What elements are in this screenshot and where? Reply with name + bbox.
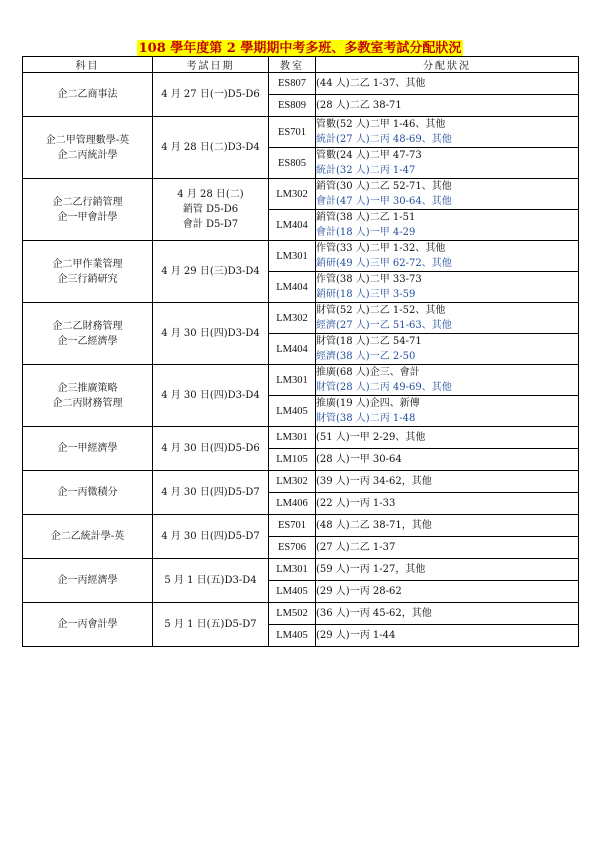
allocation-text: (36 人)一丙 45-62，其他 bbox=[316, 608, 432, 619]
subject-text: 企二丙財務管理 bbox=[52, 397, 123, 409]
room-cell: ES706 bbox=[269, 537, 316, 559]
allocation-text: 推廣(68 人)企三、會計 bbox=[316, 367, 420, 378]
subject-text: 企二乙商事法 bbox=[57, 89, 118, 100]
allocation-text: (48 人)二乙 38-71，其他 bbox=[316, 520, 432, 531]
date-text: 4 月 30 日(四)D5-D6 bbox=[161, 443, 260, 454]
table-row bbox=[23, 117, 579, 148]
allocation-cell bbox=[316, 73, 579, 95]
room-cell: LM404 bbox=[269, 334, 316, 365]
room-cell: LM301 bbox=[269, 241, 316, 272]
allocation-cell bbox=[316, 559, 579, 581]
allocation-text: 銷管(30 人)二乙 52-71、其他 bbox=[316, 181, 452, 192]
header-allocation: 分配狀況 bbox=[316, 57, 579, 73]
date-text: 4 月 27 日(一)D5-D6 bbox=[161, 89, 260, 100]
allocation-text: 會計(18 人)一甲 4-29 bbox=[316, 227, 416, 238]
subject-text: 企二乙行銷管理 bbox=[52, 196, 123, 208]
allocation-text: 財管(52 人)二乙 1-52、其他 bbox=[316, 305, 446, 316]
table-row bbox=[23, 515, 579, 537]
subject-text: 企二甲作業管理 bbox=[52, 258, 123, 270]
page-title: 108 學年度第 2 學期期中考多班、多教室考試分配狀況 bbox=[138, 41, 462, 56]
date-text: 4 月 28 日(二) bbox=[177, 189, 244, 200]
allocation-text: 統計(32 人)二丙 1-47 bbox=[316, 165, 416, 176]
room-cell: LM502 bbox=[269, 603, 316, 625]
date-text: 會計 D5-D7 bbox=[182, 219, 239, 230]
allocation-text: 統計(27 人)二丙 48-69、其他 bbox=[316, 134, 452, 145]
allocation-text: 經濟(38 人)一乙 2-50 bbox=[316, 351, 416, 362]
allocation-cell bbox=[316, 272, 579, 303]
header-subject: 科目 bbox=[23, 57, 153, 73]
date-cell bbox=[153, 179, 269, 241]
table-row bbox=[23, 73, 579, 95]
room-cell: LM105 bbox=[269, 449, 316, 471]
allocation-text: (29 人)一丙 1-44 bbox=[316, 630, 396, 641]
allocation-text: 推廣(19 人)企四、新傳 bbox=[316, 398, 420, 409]
date-cell bbox=[153, 117, 269, 179]
date-text: 4 月 30 日(四)D3-D4 bbox=[161, 328, 260, 339]
room-cell: ES701 bbox=[269, 515, 316, 537]
allocation-cell bbox=[316, 581, 579, 603]
header-row bbox=[23, 57, 579, 73]
subject-text: 企一丙會計學 bbox=[57, 619, 118, 630]
date-text: 4 月 30 日(四)D5-D7 bbox=[161, 531, 260, 542]
allocation-text: 銷研(18 人)三甲 3-59 bbox=[316, 289, 416, 300]
table-row bbox=[23, 179, 579, 210]
table-row bbox=[23, 303, 579, 334]
subject-text: 企二乙財務管理 bbox=[52, 320, 123, 332]
allocation-text: (51 人)一甲 2-29、其他 bbox=[316, 432, 426, 443]
title-wrapper bbox=[0, 37, 600, 57]
date-cell bbox=[153, 515, 269, 559]
room-cell: LM302 bbox=[269, 303, 316, 334]
date-text: 4 月 30 日(四)D5-D7 bbox=[161, 487, 260, 498]
allocation-cell bbox=[316, 365, 579, 396]
room-cell: ES701 bbox=[269, 117, 316, 148]
subject-cell bbox=[23, 179, 153, 241]
allocation-text: (28 人)二乙 38-71 bbox=[316, 100, 402, 111]
table-row bbox=[23, 365, 579, 396]
date-cell bbox=[153, 427, 269, 471]
subject-cell bbox=[23, 303, 153, 365]
room-cell: LM405 bbox=[269, 581, 316, 603]
allocation-cell bbox=[316, 625, 579, 647]
subject-text: 企三行銷研究 bbox=[57, 273, 118, 285]
allocation-text: 作管(33 人)二甲 1-32、其他 bbox=[316, 243, 446, 254]
allocation-cell bbox=[316, 493, 579, 515]
allocation-text: 作管(38 人)二甲 33-73 bbox=[316, 274, 422, 285]
table-row bbox=[23, 471, 579, 493]
room-cell: LM301 bbox=[269, 365, 316, 396]
date-cell bbox=[153, 559, 269, 603]
allocation-cell bbox=[316, 471, 579, 493]
room-cell: LM302 bbox=[269, 179, 316, 210]
subject-text: 企一丙經濟學 bbox=[57, 575, 118, 586]
subject-cell bbox=[23, 241, 153, 303]
allocation-cell bbox=[316, 210, 579, 241]
allocation-text: 銷研(49 人)三甲 62-72、其他 bbox=[316, 258, 452, 269]
table-row bbox=[23, 427, 579, 449]
subject-cell bbox=[23, 427, 153, 471]
allocation-cell bbox=[316, 537, 579, 559]
allocation-cell bbox=[316, 303, 579, 334]
date-cell bbox=[153, 241, 269, 303]
schedule-table bbox=[22, 56, 579, 647]
allocation-text: 財管(28 人)二丙 49-69、其他 bbox=[316, 382, 452, 393]
date-text: 銷管 D5-D6 bbox=[182, 204, 239, 215]
allocation-cell bbox=[316, 95, 579, 117]
room-cell: LM405 bbox=[269, 396, 316, 427]
subject-text: 企一乙經濟學 bbox=[57, 335, 118, 347]
subject-cell bbox=[23, 515, 153, 559]
allocation-text: (44 人)二乙 1-37、其他 bbox=[316, 78, 426, 89]
allocation-text: (27 人)二乙 1-37 bbox=[316, 542, 396, 553]
date-cell bbox=[153, 73, 269, 117]
subject-cell bbox=[23, 603, 153, 647]
allocation-cell bbox=[316, 334, 579, 365]
subject-cell bbox=[23, 117, 153, 179]
subject-text: 企二乙統計學-英 bbox=[50, 531, 125, 542]
date-text: 4 月 28 日(二)D3-D4 bbox=[161, 142, 260, 153]
subject-cell bbox=[23, 471, 153, 515]
subject-cell bbox=[23, 73, 153, 117]
allocation-text: (59 人)一丙 1-27，其他 bbox=[316, 564, 426, 575]
date-cell bbox=[153, 365, 269, 427]
room-cell: ES805 bbox=[269, 148, 316, 179]
schedule-body bbox=[23, 73, 579, 647]
date-text: 5 月 1 日(五)D5-D7 bbox=[164, 619, 257, 630]
header-room: 教室 bbox=[269, 57, 316, 73]
room-cell: ES807 bbox=[269, 73, 316, 95]
room-cell: LM406 bbox=[269, 493, 316, 515]
allocation-text: 會計(47 人)一甲 30-64、其他 bbox=[316, 196, 452, 207]
subject-cell bbox=[23, 559, 153, 603]
room-cell: ES809 bbox=[269, 95, 316, 117]
subject-text: 企一丙微積分 bbox=[57, 487, 118, 498]
allocation-text: 財管(18 人)二乙 54-71 bbox=[316, 336, 422, 347]
allocation-cell bbox=[316, 603, 579, 625]
subject-text: 企二丙統計學 bbox=[57, 149, 118, 161]
allocation-text: (28 人)一甲 30-64 bbox=[316, 454, 402, 465]
table-row bbox=[23, 559, 579, 581]
subject-text: 企二甲管理數學-英 bbox=[45, 134, 130, 146]
table-row bbox=[23, 603, 579, 625]
header-date: 考試日期 bbox=[153, 57, 269, 73]
table-row bbox=[23, 241, 579, 272]
subject-text: 企一甲經濟學 bbox=[57, 443, 118, 454]
room-cell: LM302 bbox=[269, 471, 316, 493]
room-cell: LM404 bbox=[269, 210, 316, 241]
allocation-text: 管數(24 人)二甲 47-73 bbox=[316, 150, 422, 161]
allocation-text: 財管(38 人)二丙 1-48 bbox=[316, 413, 416, 424]
allocation-cell bbox=[316, 449, 579, 471]
subject-text: 企三推廣策略 bbox=[57, 382, 118, 394]
date-text: 4 月 29 日(三)D3-D4 bbox=[161, 266, 260, 277]
date-cell bbox=[153, 471, 269, 515]
allocation-text: 經濟(27 人)一乙 51-63、其他 bbox=[316, 320, 452, 331]
allocation-cell bbox=[316, 241, 579, 272]
allocation-cell bbox=[316, 117, 579, 148]
allocation-cell bbox=[316, 515, 579, 537]
date-cell bbox=[153, 303, 269, 365]
allocation-text: (39 人)一丙 34-62，其他 bbox=[316, 476, 432, 487]
date-text: 5 月 1 日(五)D3-D4 bbox=[164, 575, 257, 586]
allocation-cell bbox=[316, 179, 579, 210]
allocation-cell bbox=[316, 148, 579, 179]
date-text: 4 月 30 日(四)D3-D4 bbox=[161, 390, 260, 401]
room-cell: LM405 bbox=[269, 625, 316, 647]
allocation-cell bbox=[316, 396, 579, 427]
date-cell bbox=[153, 603, 269, 647]
allocation-text: (22 人)一丙 1-33 bbox=[316, 498, 396, 509]
subject-text: 企一甲會計學 bbox=[57, 211, 118, 223]
allocation-text: (29 人)一丙 28-62 bbox=[316, 586, 402, 597]
allocation-text: 銷管(38 人)二乙 1-51 bbox=[316, 212, 416, 223]
room-cell: LM404 bbox=[269, 272, 316, 303]
room-cell: LM301 bbox=[269, 427, 316, 449]
allocation-cell bbox=[316, 427, 579, 449]
room-cell: LM301 bbox=[269, 559, 316, 581]
allocation-text: 管數(52 人)二甲 1-46、其他 bbox=[316, 119, 446, 130]
subject-cell bbox=[23, 365, 153, 427]
